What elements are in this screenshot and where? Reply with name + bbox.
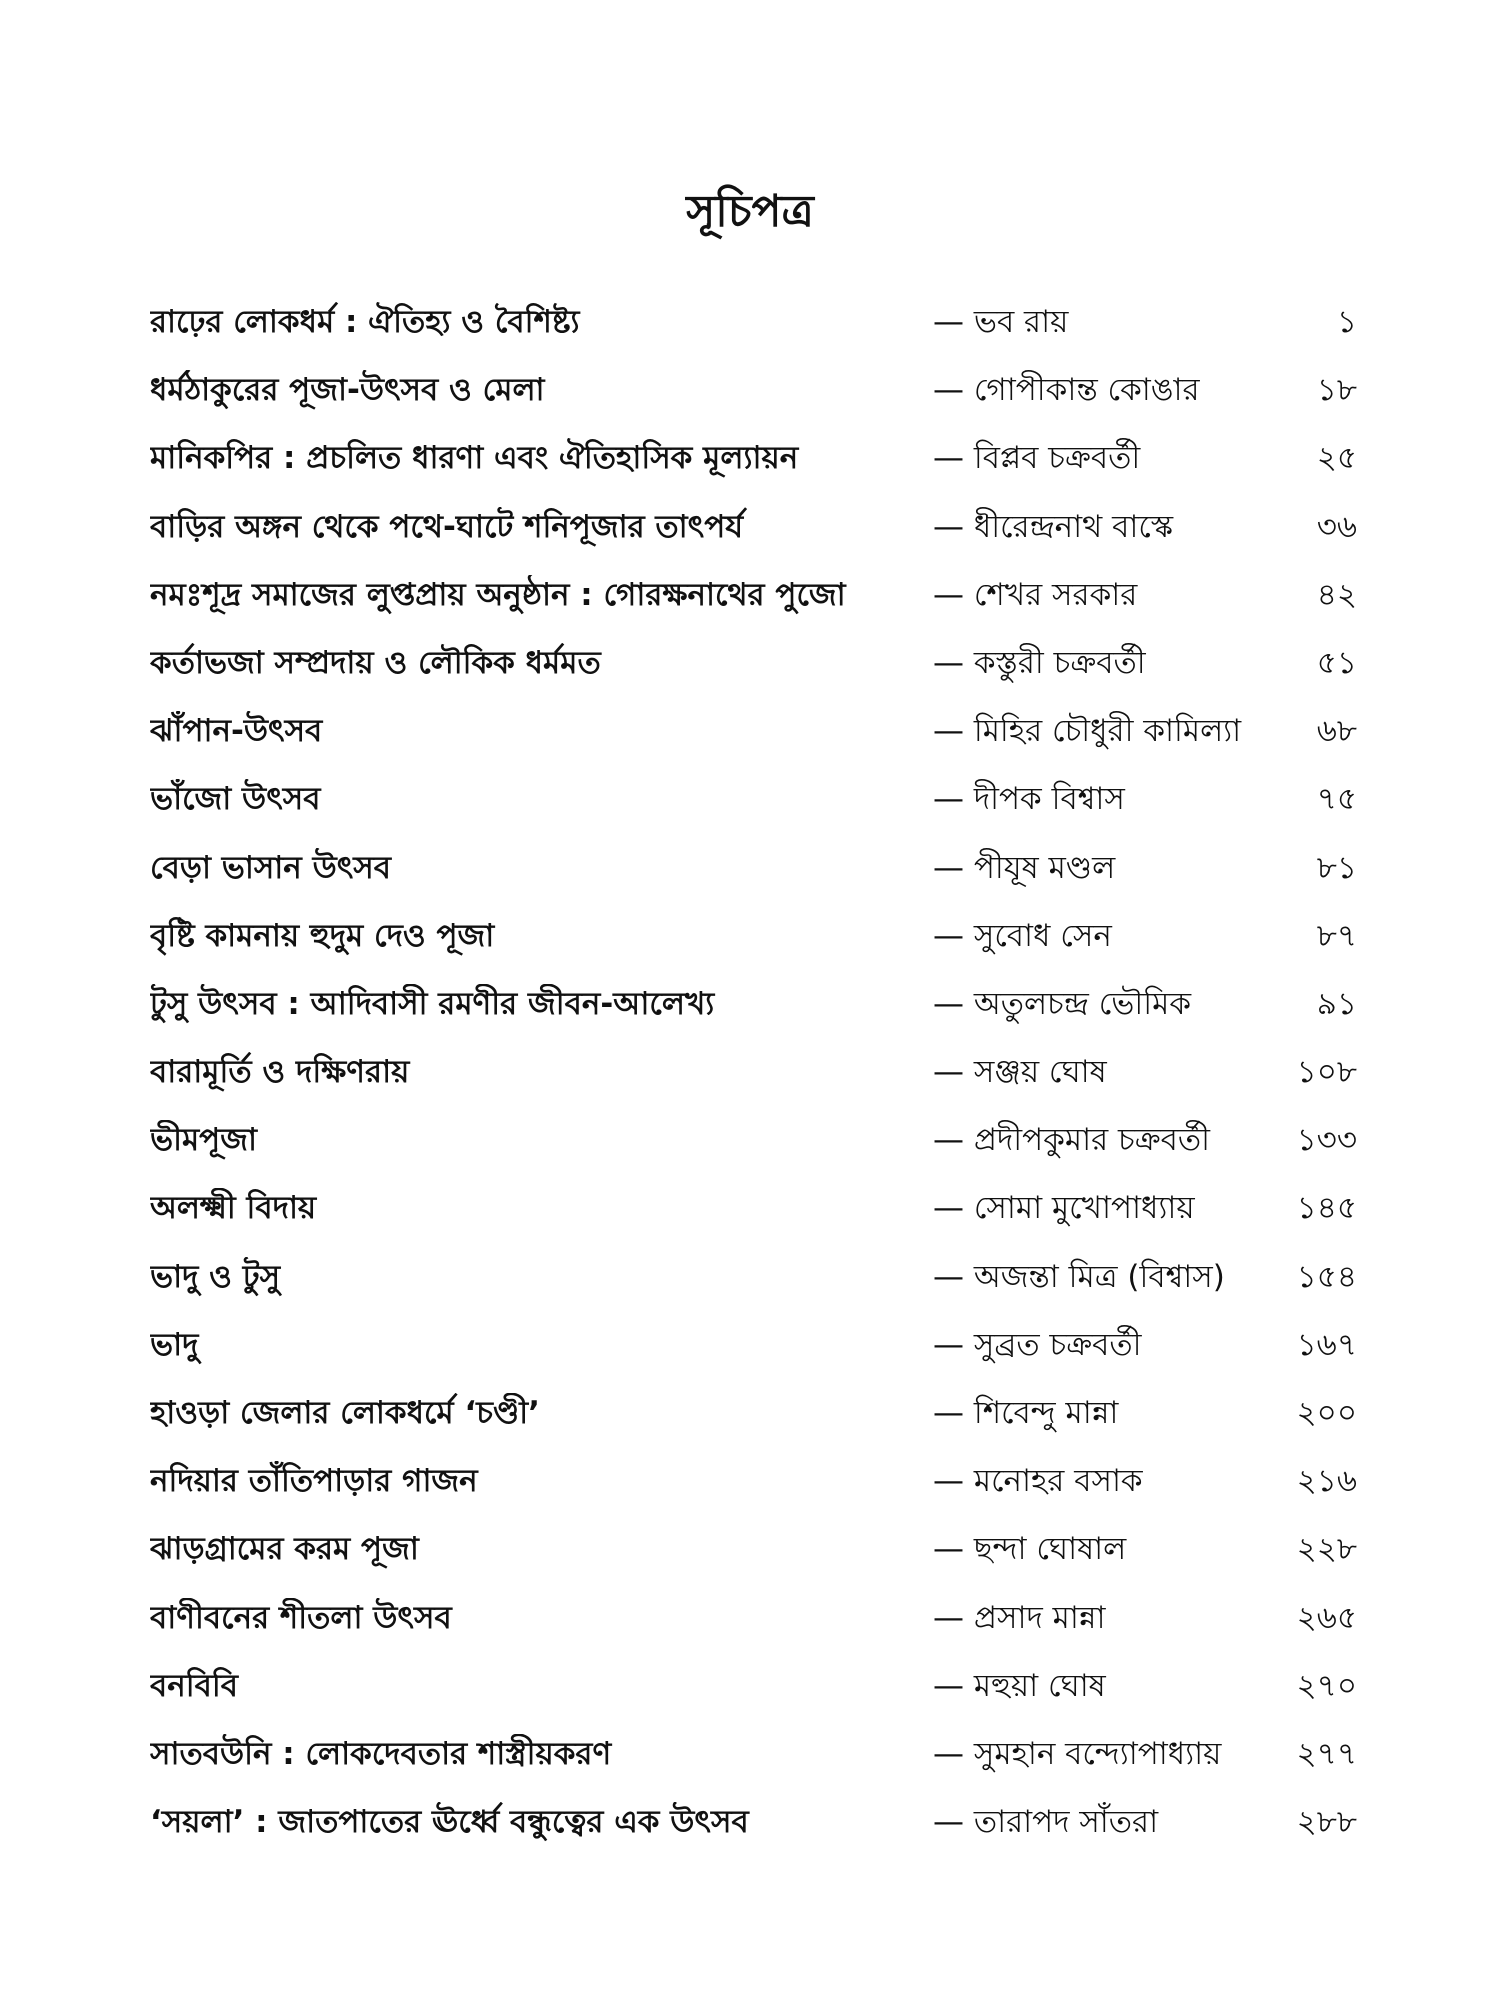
toc-entry-page: ৬৮: [1316, 713, 1357, 750]
toc-entry: [0, 1592, 1500, 1660]
toc-entry-page: ৮১: [1316, 849, 1357, 886]
toc-entry: [0, 773, 1500, 841]
toc-entry-author: — তারাপদ সাঁতরা: [933, 1804, 1159, 1841]
toc-entry-title: ভাঁজো উৎসব: [150, 781, 321, 818]
toc-entry-title: নদিয়ার তাঁতিপাড়ার গাজন: [150, 1463, 478, 1500]
toc-entry: [0, 1796, 1500, 1864]
toc-entry-author: — কস্তুরী চক্রবর্তী: [933, 644, 1146, 681]
toc-entry-page: ২৭০: [1296, 1667, 1357, 1704]
toc-entry-title: ‘সয়লা’ : জাতপাতের ঊর্ধ্বে বন্ধুত্বের এক উৎসব: [150, 1804, 749, 1841]
toc-entry-title: ভীমপূজা: [150, 1122, 257, 1159]
toc-entry: [0, 364, 1500, 432]
toc-entry: [0, 1114, 1500, 1182]
toc-entry-title: ঝাড়গ্রামের করম পূজা: [150, 1531, 419, 1568]
toc-entry-page: ৪২: [1316, 576, 1357, 613]
toc-entry-author: — সুবোধ সেন: [933, 917, 1112, 954]
toc-entry-title: ভাদু: [150, 1326, 199, 1363]
toc-entry: [0, 501, 1500, 569]
toc-entry: [0, 1387, 1500, 1455]
toc-entry-author: — ধীরেন্দ্রনাথ বাস্কে: [933, 508, 1174, 545]
page-title: সূচিপত্র: [686, 186, 814, 237]
toc-entry: [0, 1251, 1500, 1319]
toc-entry-page: ২২৮: [1296, 1531, 1357, 1568]
toc-entry: [0, 569, 1500, 637]
toc-entry: [0, 842, 1500, 910]
toc-entry-page: ৫১: [1316, 644, 1357, 681]
toc-entry-author: — সঞ্জয় ঘোষ: [933, 1054, 1107, 1091]
toc-entry-author: — ভব রায়: [933, 304, 1069, 340]
toc-entry: [0, 1523, 1500, 1591]
toc-entry-page: ৩৬: [1316, 508, 1357, 545]
toc-entry-page: ২৭৭: [1296, 1735, 1357, 1772]
toc-entry-author: — অজন্তা মিত্র (বিশ্বাস): [933, 1258, 1225, 1295]
toc-entry-page: ২৬৫: [1296, 1599, 1357, 1636]
toc-entry-author: — প্রসাদ মান্না: [933, 1599, 1106, 1636]
toc-entry-page: ২০০: [1296, 1395, 1357, 1431]
toc-entry-title: টুসু উৎসব : আদিবাসী রমণীর জীবন-আলেখ্য: [150, 985, 715, 1022]
toc-entry: [0, 1455, 1500, 1523]
toc-entry-page: ১৮: [1316, 372, 1357, 409]
toc-entry: [0, 978, 1500, 1046]
toc-entry-title: সাতবউনি : লোকদেবতার শাস্ত্রীয়করণ: [150, 1735, 612, 1772]
toc-entry-author: — সুব্রত চক্রবর্তী: [933, 1326, 1142, 1363]
toc-entry-author: — গোপীকান্ত কোঙার: [933, 372, 1200, 409]
toc-entry-page: ৭৫: [1316, 781, 1357, 818]
toc-entry-author: — প্রদীপকুমার চক্রবর্তী: [933, 1122, 1211, 1159]
toc-entry-page: ১৬৭: [1296, 1326, 1357, 1363]
toc-entry-title: বাড়ির অঙ্গন থেকে পথে-ঘাটে শনিপূজার তাৎপর্য: [150, 508, 744, 545]
toc-entry-title: ঝাঁপান-উৎসব: [150, 713, 323, 750]
toc-entry-title: বৃষ্টি কামনায় হুদুম দেও পূজা: [150, 917, 495, 954]
toc-entry-title: নমঃশূদ্র সমাজের লুপ্তপ্রায় অনুষ্ঠান : গোরক্ষনাথের পুজো: [150, 576, 846, 613]
toc-entry-page: ৯১: [1316, 985, 1357, 1022]
toc-entry-page: ১৫৪: [1296, 1258, 1357, 1295]
toc-entry-title: মানিকপির : প্রচলিত ধারণা এবং ঐতিহাসিক মূল্যায়ন: [150, 440, 799, 477]
toc-entry: [0, 637, 1500, 705]
toc-entry-author: — সুমহান বন্দ্যোপাধ্যায়: [933, 1735, 1222, 1772]
toc-entry: [0, 1728, 1500, 1796]
toc-entry-title: বেড়া ভাসান উৎসব: [150, 849, 392, 886]
toc-entry-title: কর্তাভজা সম্প্রদায় ও লৌকিক ধর্মমত: [150, 644, 601, 681]
toc-entry-title: হাওড়া জেলার লোকধর্মে ‘চণ্ডী’: [150, 1395, 540, 1431]
toc-entry-title: বনবিবি: [150, 1667, 239, 1704]
toc-entry-page: ৮৭: [1316, 917, 1357, 954]
toc-entry-page: ২৫: [1316, 440, 1357, 477]
toc-entry-page: ২১৬: [1296, 1463, 1357, 1500]
toc-entry-author: — বিপ্লব চক্রবর্তী: [933, 440, 1141, 477]
toc-entry-title: ভাদু ও টুসু: [150, 1258, 281, 1295]
toc-entry-author: — দীপক বিশ্বাস: [933, 781, 1125, 818]
toc-entry-page: ২৮৮: [1296, 1804, 1357, 1841]
toc-entry-author: — শিবেন্দু মান্না: [933, 1395, 1119, 1431]
toc-entry-title: অলক্ষ্মী বিদায়: [150, 1190, 317, 1227]
toc-entry-page: ১: [1336, 304, 1357, 340]
toc-entry: [0, 432, 1500, 500]
toc-entry: [0, 1660, 1500, 1728]
toc-entry: [0, 296, 1500, 364]
toc-entry: [0, 1319, 1500, 1387]
toc-entry: [0, 910, 1500, 978]
toc-entry: [0, 1046, 1500, 1114]
toc-entry-author: — পীযূষ মণ্ডল: [933, 849, 1116, 886]
toc-entry-page: ১০৮: [1296, 1054, 1357, 1091]
table-of-contents: [0, 296, 1500, 1864]
toc-entry-title: ধর্মঠাকুরের পূজা-উৎসব ও মেলা: [150, 372, 545, 409]
toc-entry-author: — মনোহর বসাক: [933, 1463, 1143, 1500]
toc-entry-author: — সোমা মুখোপাধ্যায়: [933, 1190, 1195, 1227]
toc-entry-author: — মিহির চৌধুরী কামিল্যা: [933, 713, 1242, 750]
toc-entry-page: ১৪৫: [1296, 1190, 1357, 1227]
toc-entry-author: — ছন্দা ঘোষাল: [933, 1531, 1127, 1568]
toc-entry-author: — অতুলচন্দ্র ভৌমিক: [933, 985, 1192, 1022]
toc-entry-title: বাণীবনের শীতলা উৎসব: [150, 1599, 452, 1636]
toc-entry: [0, 705, 1500, 773]
toc-entry: [0, 1182, 1500, 1250]
toc-entry-title: রাঢ়ের লোকধর্ম : ঐতিহ্য ও বৈশিষ্ট্য: [150, 304, 580, 340]
toc-entry-author: — শেখর সরকার: [933, 576, 1138, 613]
toc-entry-title: বারামূর্তি ও দক্ষিণরায়: [150, 1054, 410, 1091]
toc-entry-author: — মহুয়া ঘোষ: [933, 1667, 1106, 1704]
toc-entry-page: ১৩৩: [1296, 1122, 1357, 1159]
